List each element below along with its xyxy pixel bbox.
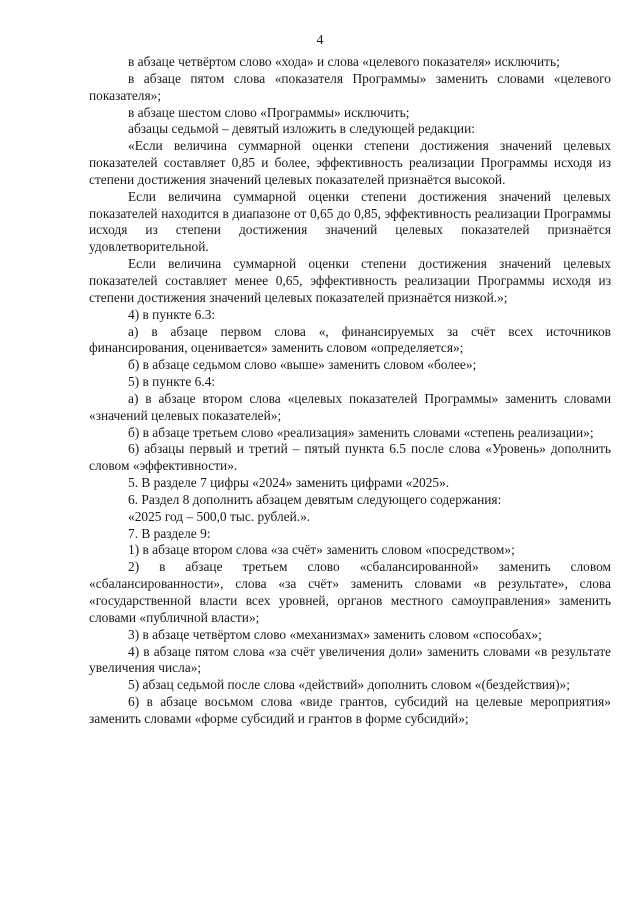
paragraph: а) в абзаце втором слова «целевых показателей Программы» заменить словами «значений целевых показателей»; [89,390,611,423]
paragraph: 1) в абзаце втором слова «за счёт» заменить словом «посредством»; [128,542,515,558]
paragraph: 3) в абзаце четвёртом слово «механизмах» заменить словом «способах»; [128,626,542,642]
quoted-paragraph: «Если величина суммарной оценки степени достижения значений целевых показателей составляет 0,85 и более, эффективность реализации Программы исходя из степени достижения значений целевых показателей признаётся высокой. [89,138,611,187]
paragraph: 2) в абзаце третьем слово «сбалансированной» заменить словом «сбалансированности», слова «за счёт» заменить словами «в результате», слова «государственной власти всех уровней, органов местного самоуправления» заменить словами «публичной власти»; [89,559,611,625]
paragraph: «2025 год – 500,0 тыс. рублей.». [128,508,311,524]
page-number: 4 [316,33,324,48]
paragraph: 5) в пункте 6.4: [128,374,216,390]
quoted-paragraph: Если величина суммарной оценки степени достижения значений целевых показателей находится в диапазоне от 0,65 до 0,85, эффективность реализации Программы исходя из степени достижения значений целевых показателей признаётся удовлетворительной. [89,188,611,255]
document-body [89,54,611,728]
paragraph: 4) в абзаце пятом слова «за счёт увеличения доли» заменить словами «в результате увеличения числа»; [89,643,611,676]
paragraph: 4) в пункте 6.3: [128,306,216,322]
paragraph: 6. Раздел 8 дополнить абзацем девятым следующего содержания: [128,491,502,507]
paragraph: абзацы седьмой – девятый изложить в следующей редакции: [128,121,475,137]
paragraph: 5) абзац седьмой после слова «действий» дополнить словом «(бездействия)»; [128,677,570,693]
paragraph: 5. В разделе 7 цифры «2024» заменить цифрами «2025». [128,475,450,491]
paragraph: а) в абзаце первом слова «, финансируемых за счёт всех источников финансирования, оценивается» заменить словом «определяется»; [89,323,611,356]
paragraph: б) в абзаце третьем слово «реализация» заменить словами «степень реализации»; [128,424,594,440]
paragraph: 6) абзацы первый и третий – пятый пункта 6.5 после слова «Уровень» дополнить словом «эффективности». [89,441,611,474]
paragraph: в абзаце шестом слово «Программы» исключить; [128,104,410,120]
paragraph: в абзаце пятом слова «показателя Программы» заменить словами «целевого показателя»; [89,70,611,103]
paragraph: 6) в абзаце восьмом слова «виде грантов, субсидий на целевые мероприятия» заменить словами «форме субсидий и грантов в форме субсидий»; [89,694,611,726]
paragraph: 7. В разделе 9: [128,525,211,541]
paragraph: б) в абзаце седьмом слово «выше» заменить словом «более»; [128,357,477,373]
paragraph: в абзаце четвёртом слово «хода» и слова «целевого показателя» исключить; [128,54,560,69]
quoted-paragraph: Если величина суммарной оценки степени достижения значений целевых показателей составляет менее 0,65, эффективность реализации Программы исходя из степени достижения значений целевых показателей признаётся низкой.»; [89,256,611,305]
